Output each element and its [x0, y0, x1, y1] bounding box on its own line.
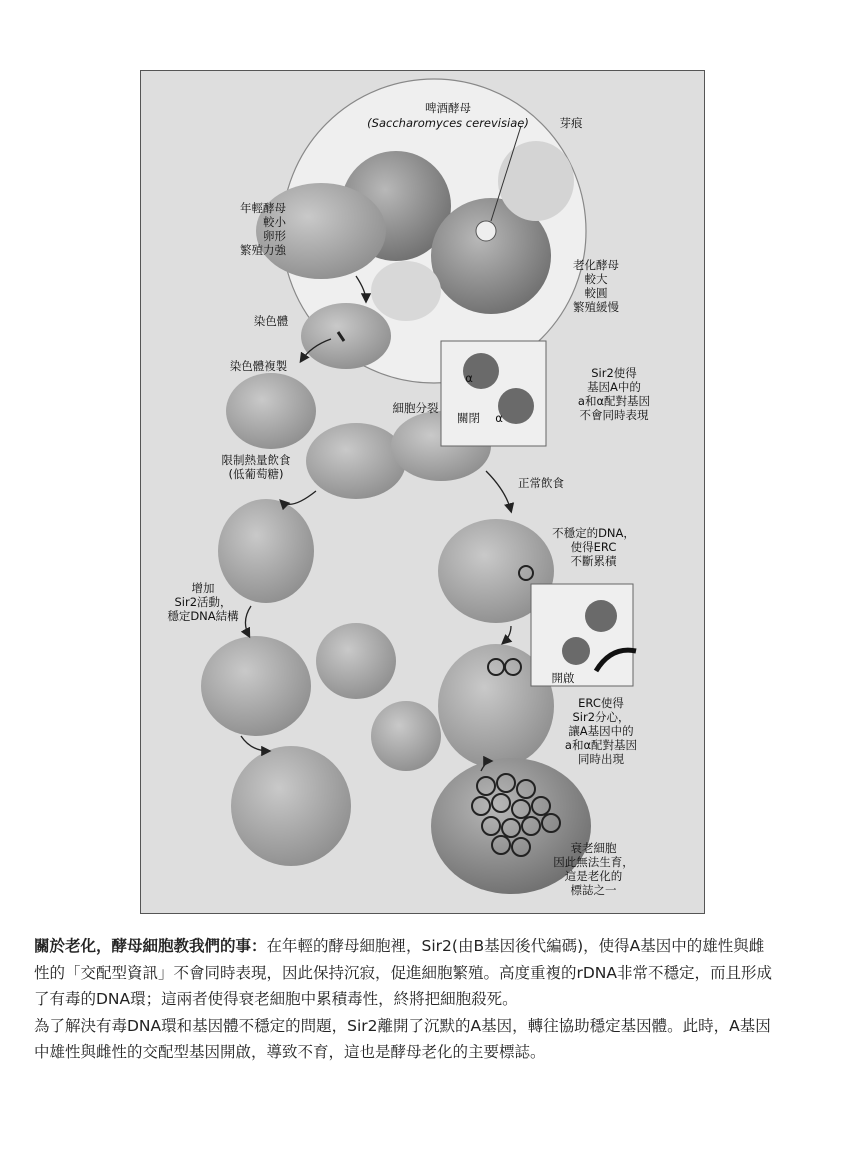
open-label: 開啟 [551, 671, 575, 685]
illustration-canvas [141, 71, 704, 913]
bud-scar-label: 芽痕 [559, 116, 583, 130]
daughter-cell [371, 701, 441, 771]
sir2-protein [562, 637, 590, 665]
alpha-label: α [495, 411, 503, 425]
calorie-restriction-label: 限制熱量飲食 (低葡萄糖) [221, 453, 291, 481]
arrow [503, 626, 511, 643]
senescent-label: 衰老細胞 因此無法生育， 這是老化的 標誌之一 [553, 841, 634, 897]
gene-closed-inset [441, 341, 546, 446]
arrow [281, 491, 316, 504]
dividing-cell [306, 423, 406, 499]
daughter-cell [316, 623, 396, 699]
caption-paragraph-1 [34, 933, 774, 1013]
erc-distracts-label: ERC使得 Sir2分心， 讓A基因中的 a和α配對基因 同時出現 [564, 696, 638, 766]
closed-label: 關閉 [457, 411, 480, 425]
caption-body-1: 在年輕的酵母細胞裡，Sir2(由B基因後代編碼)，使得A基因中的雄性與雌性的「交配型資訊」不會同時表現，因此保持沉寂，促進細胞繁殖。高度重複的rDNA非常不穩定，而且形成了有毒的DNA環；這兩者使得衰老細胞中累積毒性，終將把細胞殺死。 [34, 937, 773, 1008]
chromosome-label: 染色體 [253, 314, 289, 328]
normal-diet-label: 正常飲食 [518, 476, 564, 490]
caption-heading: 關於老化，酵母細胞教我們的事： [34, 937, 267, 955]
yeast-cell [498, 141, 574, 221]
chromosome-cell [301, 303, 391, 369]
replication-label: 染色體複製 [229, 359, 288, 373]
yeast-aging-illustration [140, 70, 705, 914]
alpha-label: α [465, 371, 473, 385]
yeast-cell [371, 261, 441, 321]
unstable-dna-label: 不穩定的DNA， 使得ERC 不斷累積 [552, 526, 635, 568]
latin-name: (Saccharomyces cerevisiae) [367, 116, 529, 130]
replicating-cell [226, 373, 316, 449]
caption-paragraph-2: 為了解決有毒DNA環和基因體不穩定的問題，Sir2離開了沉默的A基因，轉往協助穩定基因體。此時，A基因中雄性與雌性的交配型基因開啟，導致不育，這也是酵母老化的主要標誌。 [34, 1016, 771, 1061]
cr-cell [201, 636, 311, 736]
sir2-silencing-label: Sir2使得 基因A中的 a和α配對基因 不會同時表現 [577, 366, 651, 422]
division-label: 細胞分裂 [392, 401, 439, 415]
old-yeast-label: 老化酵母 較大 較圓 繁殖緩慢 [573, 258, 619, 314]
young-yeast-label: 年輕酵母 較小 卵形 繁殖力強 [240, 201, 286, 257]
figure-caption [34, 933, 774, 1066]
cr-cell [231, 746, 351, 866]
bud-scar-mark [476, 221, 496, 241]
sir2-protein [585, 600, 617, 632]
increase-sir2-label: 增加 Sir2活動， 穩定DNA結構 [167, 581, 239, 623]
arrow [241, 736, 269, 751]
figure-title: 啤酒酵母 [425, 101, 471, 115]
